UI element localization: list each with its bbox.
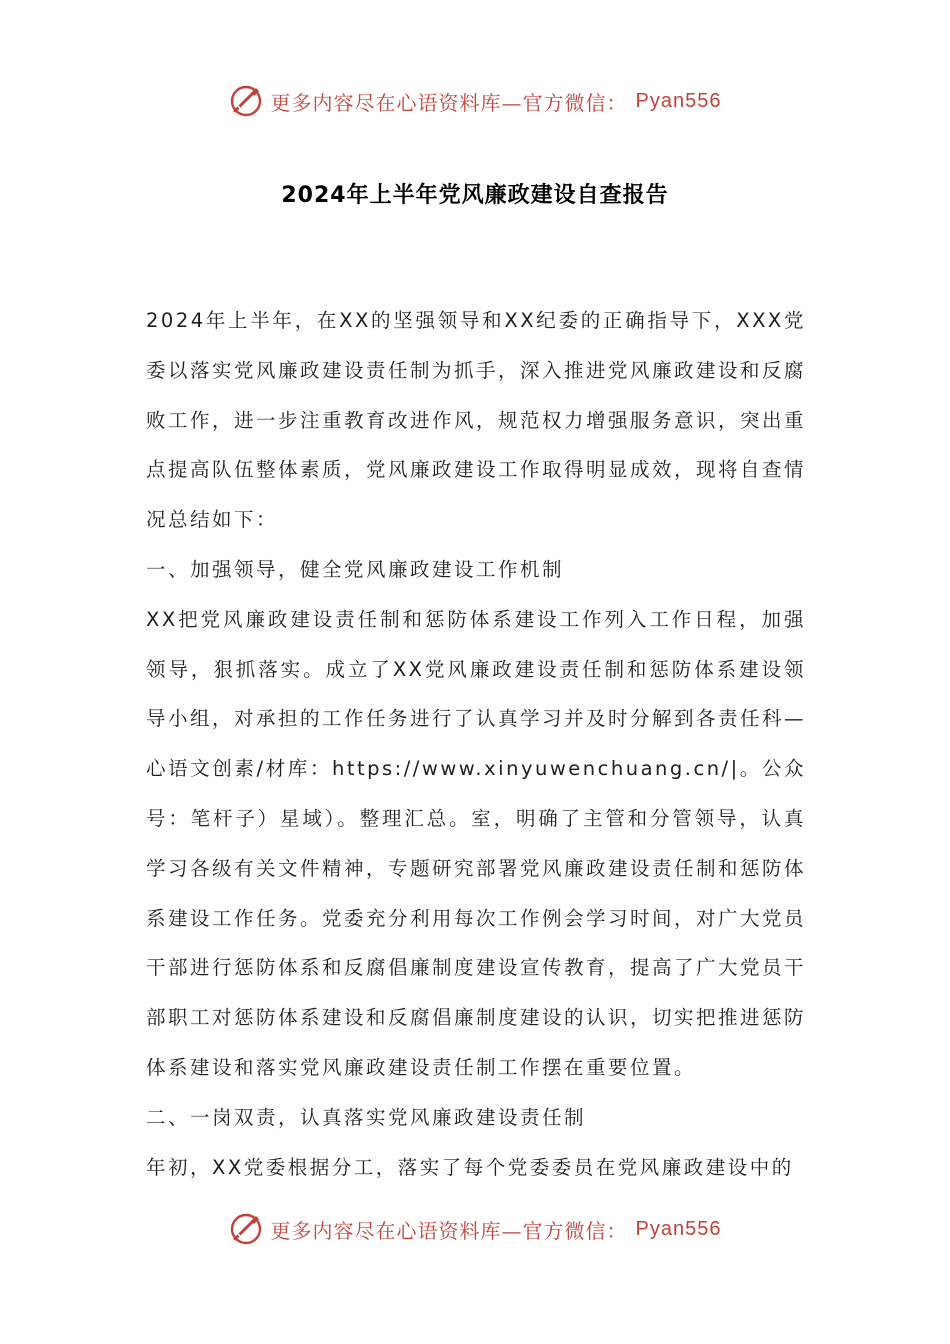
watermark-handle: Pyan556 [635,1217,722,1240]
watermark-footer [0,1212,950,1246]
pen-logo-icon [229,84,263,118]
watermark-handle: Pyan556 [635,89,722,112]
watermark-text: 更多内容尽在心语资料库—官方微信： [270,90,628,115]
document-body [146,296,806,1192]
watermark-header [0,84,950,118]
paragraph-section-2: 年初，XX党委根据分工，落实了每个党委委员在党风廉政建设中的 [146,1155,794,1179]
section-heading-1: 一、加强领导，健全党风廉政建设工作机制 [146,557,565,581]
paragraph-section-1: XX把党风廉政建设责任制和惩防体系建设工作列入工作日程，加强领导，狠抓落实。成立了XX党风廉政建设责任制和惩防体系建设领导小组，对承担的工作任务进行了认真学习并及时分解到各责任科—心语文创素/材库：https://www.xinyuwenchuang.cn/|。公众号：笔杆子）星域）。整理汇总。室，明确了主管和分管领导，认真学习各级有关文件精神，专题研究部署党风廉政建设责任制和惩防体系建设工作任务。党委充分利用每次工作例会学习时间，对广大党员干部进行惩防体系和反腐倡廉制度建设宣传教育，提高了广大党员干部职工对惩防体系建设和反腐倡廉制度建设的认识，切实把推进惩防体系建设和落实党风廉政建设责任制工作摆在重要位置。 [146,607,807,1079]
section-heading-2: 二、一岗双责，认真落实党风廉政建设责任制 [146,1105,587,1129]
document-title: 2024年上半年党风廉政建设自查报告 [281,183,669,208]
paragraph-intro: 2024年上半年，在XX的坚强领导和XX纪委的正确指导下，XXX党委以落实党风廉政建设责任制为抓手，深入推进党风廉政建设和反腐败工作，进一步注重教育改进作风，规范权力增强服务意识，突出重点提高队伍整体素质，党风廉政建设工作取得明显成效，现将自查情况总结如下： [146,309,807,532]
pen-logo-icon [229,1212,263,1246]
watermark-text: 更多内容尽在心语资料库—官方微信： [270,1218,628,1243]
